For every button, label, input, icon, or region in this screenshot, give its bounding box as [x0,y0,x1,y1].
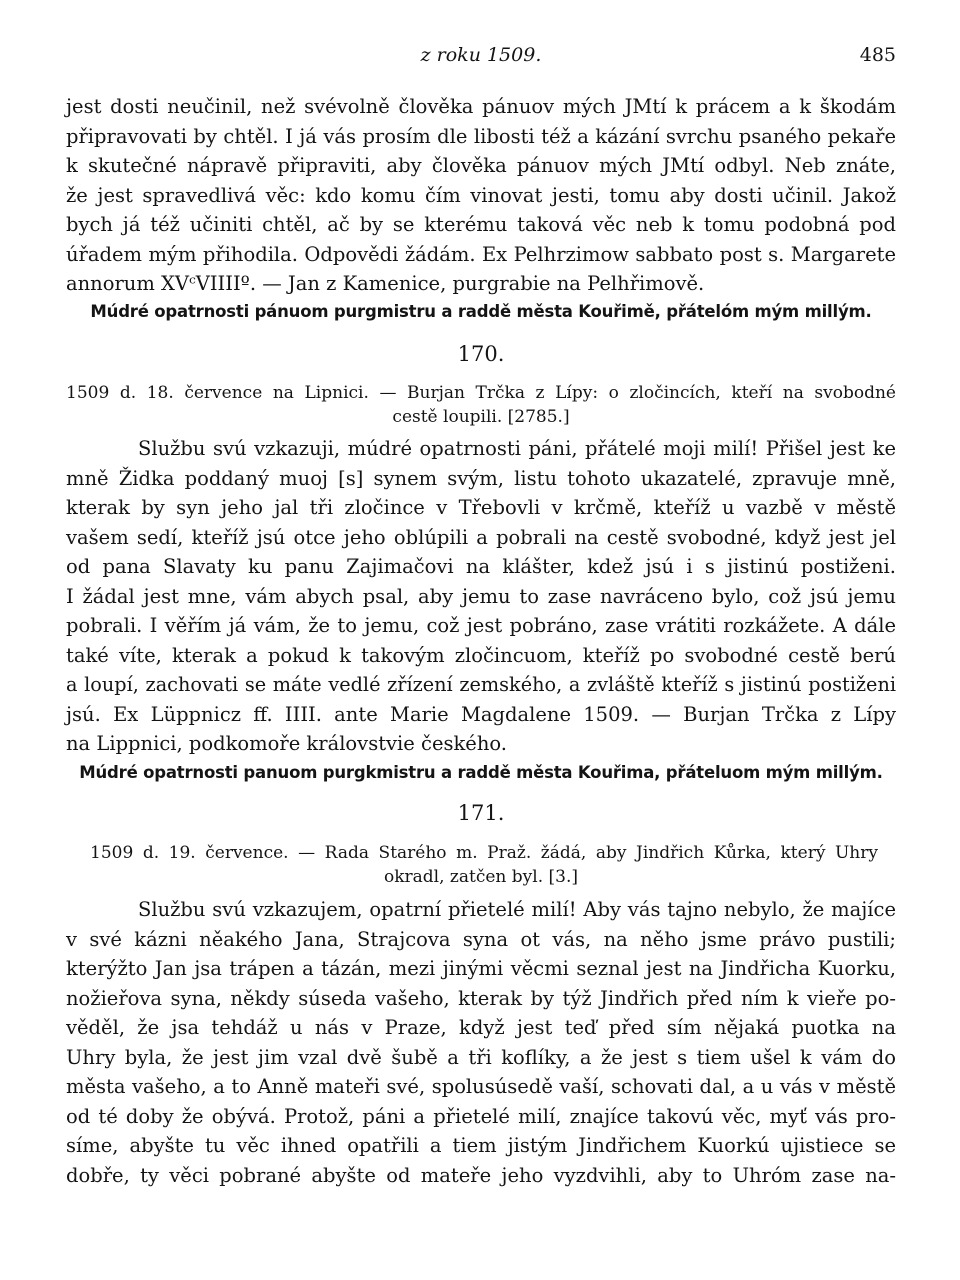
text-line: mně Židka poddaný muoj [s] synem svým, listu tohoto ukazatelé, zpravuje mně, [66,466,896,490]
text-line: v své kázni něakého Jana, Strajcova syna ot vás, na něho jsme právo pustili; [66,927,896,951]
intro-paragraph [66,92,896,299]
text-line: Uhry byla, že jest jim vzal dvě šubě a tři koflíky, a že jest s tiem ušel k vám do [66,1045,896,1069]
regest-line: 1509 d. 19. července. — Rada Starého m. Praž. žádá, aby Jindřich Kůrka, který Uhry [90,843,878,863]
text-line: annorum XVᶜVIIIIº. — Jan z Kamenice, purgrabie na Pelhřimově. [66,272,705,295]
text-line: připravovati by chtěl. I já vás prosím dle libosti též a kázání svrchu psaného pekaře [66,124,896,148]
text-line: také víte, kterak a pokud k takovým zločincuom, kteříž po svobodné cestě berú [66,643,896,667]
text-line: pobrali. I věřím já vám, že to jemu, což jest pobráno, zase vrátiti rozkážete. A dále [66,614,896,637]
regest-line: okradl, zatčen byl. [3.] [384,867,578,887]
text-line: I žádal jest mne, vám abych psal, aby jemu to zase navráceno bylo, což jsú jemu [66,584,896,608]
regest-line: 1509 d. 18. července na Lipnici. — Burjan Trčka z Lípy: o zločincích, kteří na svobodné [66,383,896,403]
regest-line: cestě loupili. [2785.] [392,407,570,427]
text-line: jest dosti neučinil, než svévolně člověka pánuov mých JMtí k prácem a k škodám [66,95,896,118]
text-line: Službu svú vzkazuji, múdré opatrnosti páni, přátelé moji milí! Přišel jest ke [138,437,896,460]
text-line: města vašeho, a to Anně mateři své, spolusúsedě vaší, schovati dal, a u vás v městě [66,1075,896,1098]
letter-body [66,895,896,1190]
letter-regest [66,841,896,889]
text-line: od pana Slavaty ku panu Zajimačovi na klášter, kdež jsú i s jistinú postiženi. [66,555,896,578]
text-line: Službu svú vzkazujem, opatrní přietelé milí! Aby vás tajno nebylo, že majíce [138,898,896,921]
letter-number: 170. [457,342,505,366]
text-line: kterýžto Jan jsa trápen a tázán, mezi jinými věcmi seznal jest na Jindřicha Kuorku, [66,957,896,980]
page-header [66,44,896,72]
letter-number: 171. [457,801,505,825]
letter-body [66,434,896,759]
text-line: síme, abyšte tu věc ihned opatřili a tiem jistým Jindřichem Kuorkú ujistiece se [66,1134,896,1157]
text-line: úřadem mým přihodila. Odpovědi žádám. Ex Pelhrzimow sabbato post s. Margarete [66,242,896,266]
text-line: vašem sedí, kteříž jsú otce jeho oblúpili a pobrali na cestě svobodné, když jest jel [66,525,896,549]
text-line: od té doby že obývá. Protož, páni a přietelé milí, znajíce takovú věc, myť vás pro- [66,1104,896,1128]
text-line: a loupí, zachovati se máte vedlé zřízení zemského, a zvláště kteříž s jistinú postiženi [66,673,896,696]
text-line: bych já též učiniti chtěl, ač by se kterému taková věc neb k tomu podobná pod [66,213,896,236]
letter-address: Múdré opatrnosti pánuom purgmistru a raddě města Kouřimě, přátelóm mým millým. [90,302,872,321]
letter-regest [66,381,896,429]
text-line: kterak by syn jeho jal tři zločince v Třebovli v krčmě, kteříž u vazbě v městě [66,496,896,519]
letter-address: Múdré opatrnosti panuom purgkmistru a raddě města Kouřima, přáteluom mým millým. [79,763,883,782]
text-line: k skutečné nápravě připraviti, aby člověka pánuov mých JMtí odbyl. Neb znáte, [66,154,896,177]
text-line: věděl, že jsa tehdáž u nás v Praze, když jest teď před sím nějaká puotka na [66,1016,896,1039]
text-line: jsú. Ex Lüppnicz ff. IIII. ante Marie Magdalene 1509. — Burjan Trčka z Lípy [66,702,896,726]
text-line: na Lippnici, podkomoře královstvie českého. [66,732,508,755]
text-line: dobře, ty věci pobrané abyšte od mateře jeho vyzdvihli, aby to Uhróm zase na- [66,1163,896,1187]
text-line: nožieřova syna, někdy súseda vašeho, kterak by týž Jindřich před ním k vieře po- [66,986,896,1010]
running-title: z roku 1509. [420,44,542,66]
page-number: 485 [859,44,896,66]
text-line: že jest spravedlivá věc: kdo komu čím vinovat jesti, tomu aby dosti učinil. Jakož [66,183,896,207]
